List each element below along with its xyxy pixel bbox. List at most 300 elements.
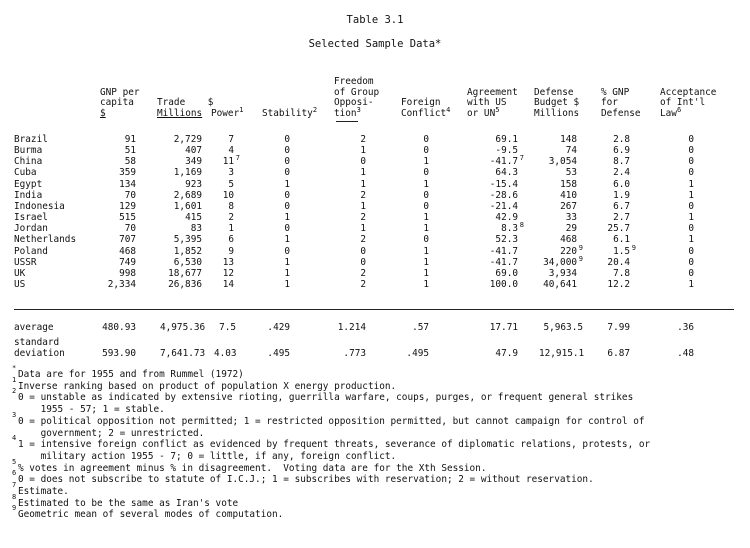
- table-title: Table 3.1: [346, 14, 404, 26]
- column-header-line: Agreement: [467, 86, 518, 98]
- cell-value: 42.9: [495, 212, 518, 224]
- cell-value: 0: [423, 189, 429, 201]
- cell-value: 998: [119, 267, 136, 279]
- cell-value: 18,677: [168, 267, 202, 279]
- table-cell-defense: [539, 190, 577, 201]
- table-cell-law: [684, 268, 694, 279]
- cell-value: 2: [360, 189, 366, 201]
- cell-value: 267: [560, 200, 577, 212]
- cell-value: 923: [185, 178, 202, 190]
- table-cell-conflict: [415, 212, 429, 223]
- cell-value: 129: [119, 200, 136, 212]
- cell-value: 0: [284, 189, 290, 201]
- cell-value: 0: [423, 234, 429, 246]
- summary-cell-gnp: 593.90: [102, 348, 136, 359]
- table-cell-pct: [602, 156, 630, 167]
- cell-value: 1: [688, 278, 694, 290]
- table-cell-stability: [276, 234, 290, 245]
- table-cell-country: [14, 212, 104, 223]
- table-cell-trade: [160, 201, 202, 212]
- table-cell-stability: [276, 268, 290, 279]
- cell-value: 1: [423, 223, 429, 235]
- table-cell-defense: [539, 156, 577, 167]
- table-cell-law: [684, 234, 694, 245]
- cell-value: 0: [688, 167, 694, 179]
- cell-value: 12: [222, 267, 234, 279]
- table-cell-pct: [602, 223, 630, 234]
- cell-value: 1: [284, 234, 290, 246]
- cell-value: 3,054: [548, 156, 577, 168]
- table-cell-trade: [160, 134, 202, 145]
- table-cell-defense: [539, 145, 577, 156]
- table-cell-pct: [602, 212, 630, 223]
- table-cell-defense: [539, 268, 577, 279]
- cell-value: 8: [228, 200, 234, 212]
- table-cell-freedom: [352, 234, 366, 245]
- cell-value: 707: [119, 234, 136, 246]
- table-cell-defense: [539, 234, 577, 245]
- cell-value: 51: [124, 145, 136, 157]
- cell-value: 0: [284, 134, 290, 145]
- table-cell-agreement: [474, 257, 518, 268]
- cell-value: 359: [119, 167, 136, 179]
- cell-value: 40,641: [543, 278, 577, 290]
- footnote-marker: 4: [446, 106, 451, 115]
- table-cell-power: 11 7: [222, 154, 240, 168]
- table-cell-trade: [160, 268, 202, 279]
- cell-value: 11: [222, 156, 234, 168]
- cell-value: 0: [688, 134, 694, 145]
- table-cell-power: [220, 234, 234, 245]
- cell-value: 5: [228, 178, 234, 190]
- cell-value: 12.2: [607, 278, 630, 290]
- cell-value: 0: [360, 156, 366, 168]
- table-cell-conflict: [415, 167, 429, 178]
- cell-value: 6: [228, 234, 234, 246]
- footnote-text: government; 2 = unrestricted.: [18, 427, 205, 439]
- table-row: [0, 279, 750, 290]
- table-cell-stability: [276, 145, 290, 156]
- cell-value: 6.9: [613, 145, 630, 157]
- table-cell-gnp: [96, 212, 136, 223]
- table-cell-trade: [160, 223, 202, 234]
- table-cell-pct: 1.5 9: [613, 243, 636, 257]
- table-row: [0, 234, 750, 245]
- footnote: 3 0 = political opposition not permitted; 1 = restricted opposition permitted, but cannot campaign for control of: [12, 410, 645, 427]
- table-cell-agreement: [474, 234, 518, 245]
- cell-value: India: [14, 189, 43, 201]
- table-cell-defense: [539, 134, 577, 145]
- cell-value: Jordan: [14, 223, 48, 235]
- column-header: [467, 88, 518, 120]
- table-cell-gnp: [96, 257, 136, 268]
- cell-value: 0: [688, 145, 694, 157]
- table-cell-trade: [160, 212, 202, 223]
- table-cell-gnp: [96, 134, 136, 145]
- table-cell-freedom: [352, 167, 366, 178]
- summary-cell-pct: 7.99: [607, 322, 630, 333]
- table-cell-conflict: [415, 145, 429, 156]
- table-cell-power: [220, 167, 234, 178]
- table-cell-freedom: [352, 279, 366, 290]
- cell-value: 0: [423, 134, 429, 145]
- column-header-line: % GNP: [601, 86, 630, 98]
- table-cell-pct: [602, 179, 630, 190]
- column-header: [262, 106, 318, 120]
- table-cell-power: [220, 268, 234, 279]
- table-cell-trade: [160, 167, 202, 178]
- cell-value: 0: [423, 145, 429, 157]
- cell-value: 1: [284, 267, 290, 279]
- cell-value: 1: [284, 178, 290, 190]
- column-header-line: Foreign: [401, 97, 441, 109]
- column-header-line: with US: [467, 97, 507, 109]
- cell-value: 26,836: [168, 278, 202, 290]
- cell-value: 2,689: [173, 189, 202, 201]
- summary-cell-law: .36: [677, 322, 694, 333]
- table-cell-pct: [602, 167, 630, 178]
- column-header: [660, 88, 716, 120]
- column-header-line: of Group: [334, 86, 380, 98]
- table-row: [0, 201, 750, 212]
- table-cell-gnp: [96, 167, 136, 178]
- header-underline: [336, 121, 358, 122]
- table-cell-trade: [160, 234, 202, 245]
- cell-value: 5,395: [173, 234, 202, 246]
- cell-value: 1: [423, 278, 429, 290]
- column-header-line: Budget $: [534, 97, 580, 109]
- table-cell-power: [220, 223, 234, 234]
- table-cell-gnp: [96, 179, 136, 190]
- cell-value: 1: [228, 223, 234, 235]
- cell-value: Indonesia: [14, 200, 65, 212]
- cell-value: 1: [360, 167, 366, 179]
- table-cell-law: [684, 223, 694, 234]
- cell-value: 407: [185, 145, 202, 157]
- cell-value: 1: [284, 278, 290, 290]
- column-header-line: Power$^1$: [211, 106, 244, 120]
- footnote-text: Data are for 1955 and from Rummel (1972): [18, 369, 244, 380]
- table-cell-freedom: [352, 212, 366, 223]
- column-header: [601, 88, 641, 120]
- cell-value: 1: [423, 245, 429, 257]
- column-header-line: GNP per: [100, 86, 140, 98]
- table-cell-gnp: [96, 279, 136, 290]
- column-header-line: Millions: [534, 108, 580, 120]
- footnote-text: military action 1955 - 7; 0 = little, if any, foreign conflict.: [18, 450, 397, 462]
- cell-value: 69.1: [495, 134, 518, 145]
- cell-value: USSR: [14, 256, 37, 268]
- footnote-marker: 1: [239, 106, 244, 115]
- footnote: [14, 404, 165, 416]
- table-cell-law: [684, 190, 694, 201]
- column-header-line: Conflict$^4$: [401, 106, 451, 120]
- cell-value: 74: [565, 145, 577, 157]
- footnote-text: 1955 - 57; 1 = stable.: [18, 404, 165, 416]
- footnote-marker: 6: [676, 106, 682, 115]
- table-row: [0, 212, 750, 223]
- table-cell-gnp: [96, 145, 136, 156]
- column-header-line: of Int'l: [660, 97, 706, 109]
- cell-value: 14: [222, 278, 234, 290]
- table-cell-country: [14, 134, 104, 145]
- cell-value: 2.8: [613, 134, 630, 145]
- table-cell-stability: [276, 167, 290, 178]
- table-cell-gnp: [96, 246, 136, 257]
- cell-value: 6.0: [613, 178, 630, 190]
- cell-value: 25.7: [607, 223, 630, 235]
- table-cell-freedom: [352, 201, 366, 212]
- table-cell-pct: [602, 279, 630, 290]
- cell-value: 1: [360, 178, 366, 190]
- footnote: 7 Estimate.: [12, 481, 69, 497]
- summary-cell-freedom: .773: [343, 348, 366, 359]
- cell-value: US: [14, 278, 26, 290]
- table-cell-law: [684, 201, 694, 212]
- table-cell-pct: [602, 134, 630, 145]
- table-cell-power: [220, 257, 234, 268]
- table-cell-trade: [160, 279, 202, 290]
- cell-value: 0: [284, 167, 290, 179]
- cell-value: Burma: [14, 145, 43, 157]
- table-cell-country: [14, 167, 104, 178]
- table-cell-agreement: [474, 279, 518, 290]
- summary-cell-defense: 12,915.1: [539, 348, 585, 359]
- footnote: [14, 451, 396, 463]
- cell-value: 220: [560, 245, 577, 257]
- table-cell-gnp: [96, 234, 136, 245]
- summary-cell-agreement: 47.9: [495, 348, 518, 359]
- table-cell-stability: [276, 201, 290, 212]
- cell-value: 1.5: [613, 245, 630, 257]
- cell-value: 70: [124, 223, 136, 235]
- cell-value: 1,601: [173, 200, 202, 212]
- cell-value: 2: [228, 212, 234, 224]
- summary-cell-pct: 6.87: [607, 348, 630, 359]
- cell-value: 0: [688, 256, 694, 268]
- table-cell-country: [14, 257, 104, 268]
- cell-value: 0: [688, 223, 694, 235]
- cell-value: Netherlands: [14, 234, 77, 246]
- cell-value: 20.4: [607, 256, 630, 268]
- footnote-text: 0 = unstable as indicated by extensive rioting, guerrilla warfare, coups, purges, or frequent general strikes: [18, 392, 634, 404]
- table-cell-country: [14, 156, 104, 167]
- cell-value: 0: [423, 200, 429, 212]
- column-header: [401, 98, 450, 120]
- cell-value: 0: [688, 200, 694, 212]
- cell-value: -28.6: [489, 189, 518, 201]
- column-header-line: or $UN^5$: [467, 106, 500, 120]
- column-header: [211, 106, 244, 120]
- cell-value: 2: [360, 267, 366, 279]
- footnote: 8 Estimated to be the same as Iran's vote: [12, 492, 239, 509]
- cell-value: 0: [360, 256, 366, 268]
- cell-value: Poland: [14, 245, 48, 257]
- table-cell-law: [684, 167, 694, 178]
- column-header-line: Defense: [534, 86, 574, 98]
- column-header-line: Trade $: [157, 97, 214, 109]
- table-cell-stability: [276, 134, 290, 145]
- table-cell-gnp: [96, 201, 136, 212]
- table-cell-gnp: [96, 223, 136, 234]
- table-row: [0, 145, 750, 156]
- table-cell-defense: [539, 212, 577, 223]
- table-cell-agreement: [474, 268, 518, 279]
- column-header: [157, 98, 213, 120]
- column-header: [534, 88, 579, 120]
- cell-value: 1: [284, 212, 290, 224]
- cell-value: 1: [360, 200, 366, 212]
- cell-value: 4: [228, 145, 234, 157]
- cell-value: 2.7: [613, 212, 630, 224]
- column-header-line: capita: [100, 97, 134, 109]
- cell-value: 1: [688, 189, 694, 201]
- table-cell-conflict: [415, 223, 429, 234]
- table-cell-stability: [276, 246, 290, 257]
- cell-value: 2.4: [613, 167, 630, 179]
- table-cell-power: [220, 179, 234, 190]
- table-cell-conflict: [415, 257, 429, 268]
- cell-value: 13: [222, 256, 234, 268]
- table-divider: [14, 309, 734, 310]
- table-cell-stability: [276, 190, 290, 201]
- table-cell-conflict: [415, 134, 429, 145]
- table-row: [0, 156, 750, 167]
- table-cell-law: [684, 212, 694, 223]
- summary-label: deviation: [14, 348, 65, 359]
- table-cell-law: [684, 134, 694, 145]
- cell-value: 1,169: [173, 167, 202, 179]
- table-cell-defense: [539, 179, 577, 190]
- cell-value: 1: [360, 145, 366, 157]
- table-cell-conflict: [415, 179, 429, 190]
- cell-value: 2,729: [173, 134, 202, 145]
- table-cell-power: [220, 145, 234, 156]
- table-cell-freedom: [352, 134, 366, 145]
- cell-value: 1: [688, 178, 694, 190]
- table-cell-pct: [602, 190, 630, 201]
- cell-value: 1.9: [613, 189, 630, 201]
- column-header-line: Law$^6$: [660, 106, 682, 120]
- table-cell-law: [684, 257, 694, 268]
- summary-cell-trade: 7,641.73: [160, 348, 206, 359]
- table-cell-law: [684, 279, 694, 290]
- summary-cell-trade: 4,975.36: [160, 322, 206, 333]
- footnote-text: 0 = does not subscribe to statute of I.C.J.; 1 = subscribes with reservation; 2 = without reservation.: [18, 474, 594, 486]
- table-cell-stability: [276, 179, 290, 190]
- cell-value: Cuba: [14, 167, 37, 179]
- table-cell-law: [684, 145, 694, 156]
- table-cell-agreement: [474, 134, 518, 145]
- column-header-line: Opposi-: [334, 97, 374, 109]
- table-cell-conflict: [415, 190, 429, 201]
- table-cell-power: [220, 212, 234, 223]
- table-cell-trade: [160, 179, 202, 190]
- table-cell-agreement: [474, 190, 518, 201]
- table-cell-country: [14, 190, 104, 201]
- table-cell-pct: [602, 201, 630, 212]
- table-row: [0, 179, 750, 190]
- column-header-line: tion$^3$: [334, 106, 361, 120]
- cell-value: China: [14, 156, 43, 168]
- cell-value: 1: [423, 212, 429, 224]
- column-header-line: Freedom: [334, 75, 374, 87]
- summary-label: standard: [14, 337, 60, 348]
- cell-value: 70: [124, 189, 136, 201]
- cell-value: 0: [284, 156, 290, 168]
- cell-value: 0: [688, 267, 694, 279]
- cell-value: 83: [190, 223, 202, 235]
- cell-value: 2: [360, 234, 366, 246]
- cell-value: -41.7: [489, 156, 518, 168]
- footnote-text: Estimate.: [18, 486, 69, 497]
- summary-cell-law: .48: [677, 348, 694, 359]
- summary-cell-power: 4.03: [214, 348, 237, 359]
- cell-value: 58: [124, 156, 136, 168]
- cell-value: 53: [565, 167, 577, 179]
- table-cell-stability: [276, 279, 290, 290]
- cell-value: 134: [119, 178, 136, 190]
- table-cell-conflict: [415, 156, 429, 167]
- cell-value: 9: [228, 245, 234, 257]
- cell-value: -21.4: [489, 200, 518, 212]
- cell-value: 515: [119, 212, 136, 224]
- table-cell-gnp: [96, 156, 136, 167]
- cell-value: UK: [14, 267, 26, 279]
- table-cell-trade: [160, 257, 202, 268]
- footnote: 4 1 = intensive foreign conflict as evidenced by frequent threats, severance of diplomatic relations, protests, or: [12, 434, 651, 451]
- cell-value: 7.8: [613, 267, 630, 279]
- cell-value: 0: [284, 223, 290, 235]
- cell-value: 8.7: [613, 156, 630, 168]
- cell-value: 1: [423, 267, 429, 279]
- table-cell-stability: [276, 212, 290, 223]
- column-header-line: for: [601, 97, 618, 109]
- cell-value: 69.0: [495, 267, 518, 279]
- footnote: 5 % votes in agreement minus % in disagreement. Voting data are for the Xth Session.: [12, 457, 487, 474]
- table-cell-conflict: [415, 246, 429, 257]
- summary-cell-power: 7.5: [219, 322, 236, 333]
- table-cell-defense: [539, 167, 577, 178]
- cell-value: 415: [185, 212, 202, 224]
- summary-cell-stability: .495: [267, 348, 290, 359]
- table-cell-defense: [539, 223, 577, 234]
- cell-value: 7: [228, 134, 234, 145]
- table-cell-defense: [539, 201, 577, 212]
- table-cell-agreement: [474, 167, 518, 178]
- table-row: [0, 167, 750, 178]
- cell-value: 52.3: [495, 234, 518, 246]
- cell-value: 1: [423, 156, 429, 168]
- table-cell-defense: [539, 279, 577, 290]
- table-cell-gnp: [96, 190, 136, 201]
- table-cell-law: [684, 156, 694, 167]
- footnote: 1 Inverse ranking based on product of population X energy production.: [12, 375, 397, 392]
- table-cell-conflict: [415, 201, 429, 212]
- cell-value: 158: [560, 178, 577, 190]
- table-cell-freedom: [352, 268, 366, 279]
- table-cell-freedom: [352, 223, 366, 234]
- table-cell-pct: [602, 145, 630, 156]
- footnote: * Data are for 1955 and from Rummel (1972): [12, 364, 244, 380]
- table-cell-power: [220, 279, 234, 290]
- footnote-marker: 2: [312, 106, 318, 115]
- cell-value: 0: [284, 245, 290, 257]
- table-cell-power: [220, 190, 234, 201]
- cell-value: -9.5: [495, 145, 518, 157]
- summary-cell-conflict: .57: [412, 322, 429, 333]
- table-cell-pct: [602, 257, 630, 268]
